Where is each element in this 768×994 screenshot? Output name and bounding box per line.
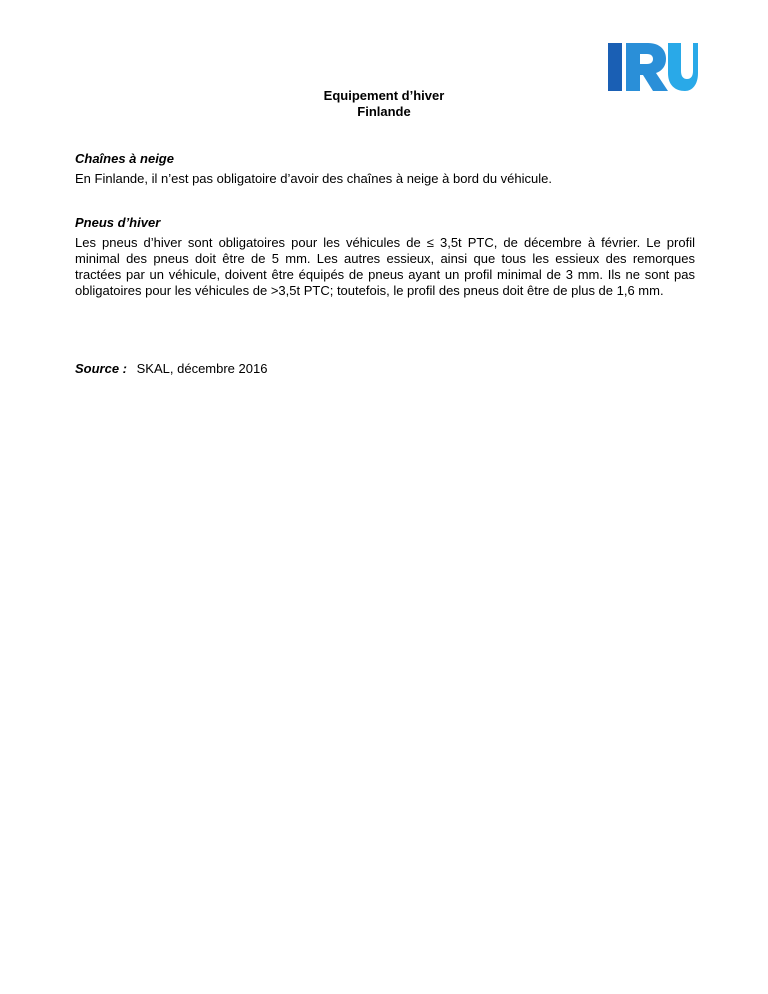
section-heading: Chaînes à neige	[75, 151, 174, 166]
section-snow-chains	[75, 151, 695, 187]
section-body: En Finlande, il n’est pas obligatoire d’avoir des chaînes à neige à bord du véhicule.	[75, 171, 552, 186]
section-body: Les pneus d’hiver sont obligatoires pour les véhicules de ≤ 3,5t PTC, de décembre à février. Le profil minimal des pneus doit être de 5 mm. Les autres essieux, ainsi que tous les essieux des remorques tractées par un véhicule, doivent être équipés de pneus ayant un profil minimal de 3 mm. Ils ne sont pas obligatoires pour les véhicules de >3,5t PTC; toutefois, le profil des pneus doit être de plus de 1,6 mm.	[75, 235, 695, 298]
source-line	[75, 361, 267, 377]
source-value: SKAL, décembre 2016	[136, 361, 268, 376]
document-title-block	[0, 88, 768, 120]
iru-logo	[608, 43, 698, 91]
document-title: Equipement d’hiver	[323, 88, 445, 103]
iru-logo-graphic	[608, 43, 698, 91]
section-winter-tyres	[75, 215, 695, 299]
document-subtitle: Finlande	[357, 104, 411, 119]
source-label: Source :	[75, 361, 128, 376]
logo-letter-i	[608, 43, 622, 91]
logo-letter-r	[626, 43, 668, 91]
logo-letter-u	[668, 43, 698, 91]
section-heading: Pneus d’hiver	[75, 215, 161, 230]
